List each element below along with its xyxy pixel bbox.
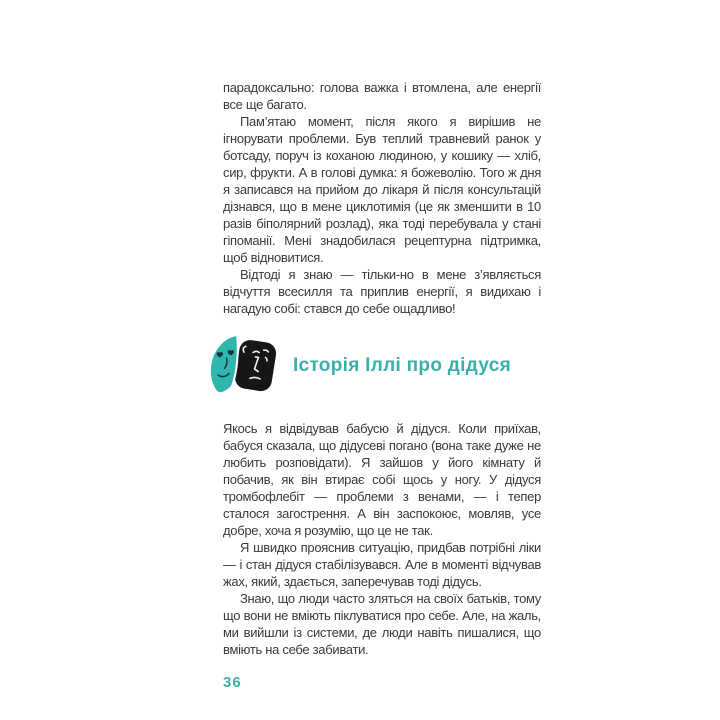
story-text-block [223,420,541,658]
story-paragraph-1: Якось я відвідував бабусю й дідуся. Коли приїхав, бабуся сказала, що дідусеві погано (вона таке дуже не любить розповідати). Я зайшов у його кімнату й побачив, як він втирає собі щось у ногу. У дідуся тромбофлебіт — проблеми з венами, — і тепер сталося загострення. А він заспокоює, мовляв, усе добре, хоча я розумію, що це не так. [223,421,541,538]
text-column [223,79,541,691]
intro-paragraph-1: парадоксально: голова важка і втомлена, але енергії все ще багато. [223,80,541,112]
happy-sad-masks-icon [207,334,277,398]
story-paragraph-3: Знаю, що люди часто зляться на своїх батьків, тому що вони не вміють піклуватися про себе. Але, на жаль, ми вийшли із системи, де люди навіть пишалися, що вміють на себе забивати. [223,591,541,657]
intro-text-block [223,79,541,317]
section-title: Історія Іллі про дідуся [293,355,511,377]
section-header [223,334,541,398]
intro-paragraph-2: Пам’ятаю момент, після якого я вирішив не ігнорувати проблеми. Був теплий травневий ранок у ботсаду, поруч із коханою людиною, у кошику — хліб, сир, фрукти. А в голові думка: я божеволію. Того ж дня я записався на прийом до лікаря й після консультацій дізнався, що в мене циклотимія (це як зменшити в 10 разів біполярний розлад), яка тоді перебувала у стані гіпоманії. Мені знадобилася рецептурна підтримка, щоб відновитися. [223,114,541,265]
page-number: 36 [223,674,242,691]
story-paragraph-2: Я швидко прояснив ситуацію, придбав потрібні ліки — і стан дідуся стабілізувався. Але в моменті відчував жах, який, здається, заперечував тоді дідусь. [223,540,541,589]
intro-paragraph-3: Відтоді я знаю — тільки-но в мене з’являється відчуття всесилля та приплив енергії, я видихаю і нагадую собі: стався до себе ощадливо! [223,267,541,316]
